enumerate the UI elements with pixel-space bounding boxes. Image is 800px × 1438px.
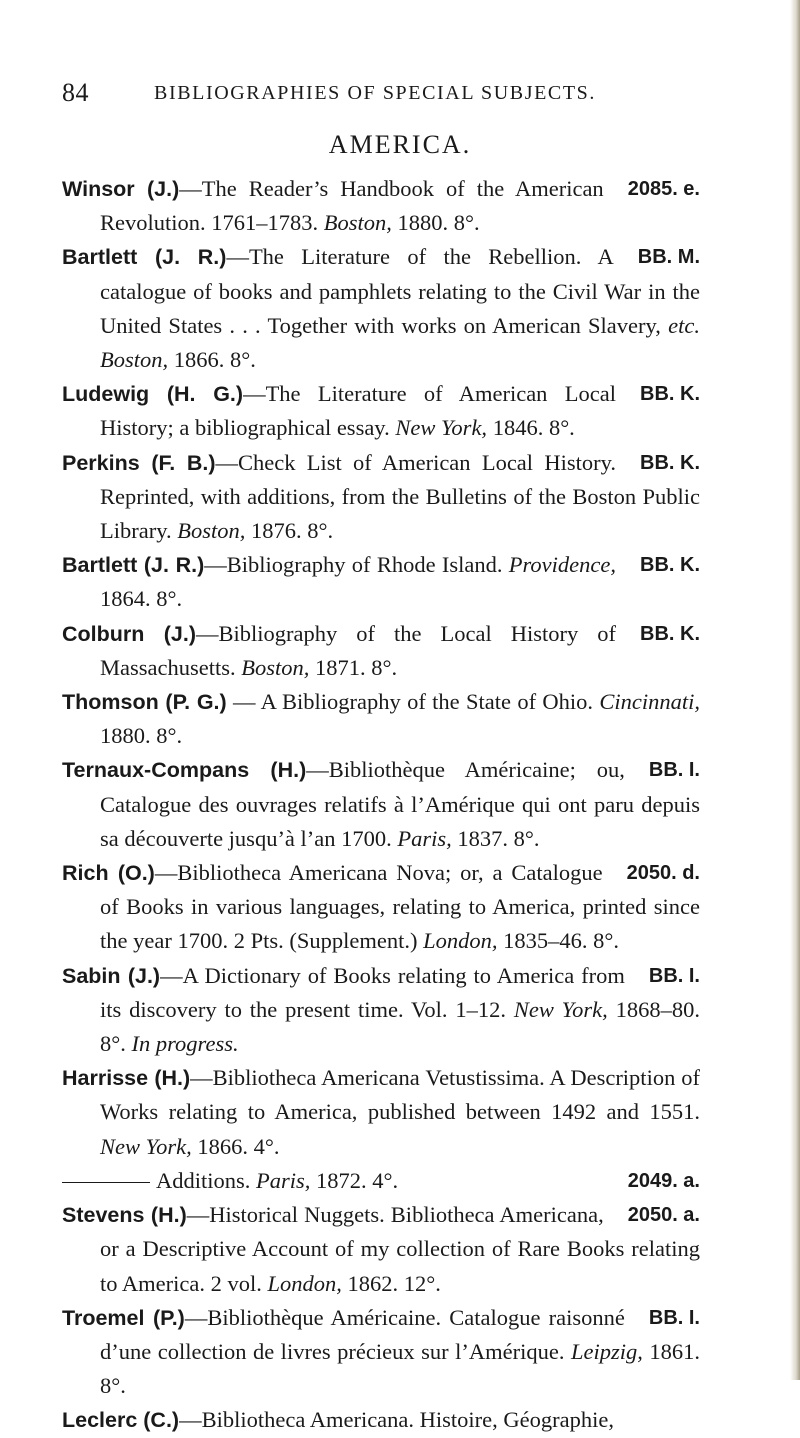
page-number: 84 xyxy=(62,78,89,107)
imprint-details: 1876. 8°. xyxy=(245,518,334,544)
author-name: Thomson (P. G.) xyxy=(62,690,227,715)
author-name: Bartlett (J. R.) xyxy=(62,553,205,578)
bibliography-entry xyxy=(62,548,700,616)
entry-title: —The Literature of American Local History; a bibliographical essay. xyxy=(100,381,616,441)
bibliography-list xyxy=(62,172,700,1438)
imprint-details: 1872. 4°. xyxy=(310,1167,399,1193)
running-head: BIBLIOGRAPHIES OF SPECIAL SUBJECTS. xyxy=(154,82,596,104)
shelf-mark: BB. K. xyxy=(640,383,700,406)
author-name: Winsor (J.) xyxy=(62,177,180,201)
entry-title: —The Reader’s Handbook of the American Revolution. 1761–1783. xyxy=(100,176,604,236)
bibliography-entry xyxy=(62,1403,700,1437)
bibliography-entry xyxy=(62,446,700,549)
bibliography-entry xyxy=(62,240,700,377)
imprint-details: 1871. 8°. xyxy=(309,654,398,680)
publication-place: Boston, xyxy=(241,654,310,680)
entry-title: —The Literature of the Rebellion. A catalogue of books and pamphlets relating to the Civil War in the United States . . . Together with works on American Slavery, xyxy=(100,244,700,338)
author-name: Leclerc (C.) xyxy=(62,1408,180,1433)
author-name: Ludewig (H. G.) xyxy=(62,382,244,407)
entry-title: Additions. xyxy=(156,1167,257,1193)
publication-place: New York, xyxy=(100,1133,192,1159)
shelf-mark: 2085. e. xyxy=(627,178,700,200)
publication-place: Cincinnati, xyxy=(599,689,700,715)
bibliography-entry xyxy=(62,1198,700,1301)
entry-title: —Bibliotheca Americana. Histoire, Géographie, xyxy=(179,1407,614,1433)
entry-title: —Bibliothèque Américaine; ou, Catalogue des ouvrages relatifs à l’Amérique qui ont paru depuis sa découverte jusqu’à l’an 1700. xyxy=(100,757,700,851)
ditto-rule xyxy=(62,1182,150,1183)
imprint-details: 1866. 4°. xyxy=(191,1133,280,1159)
author-name: Ternaux-Compans (H.) xyxy=(62,758,307,783)
imprint-details: 1866. 8°. xyxy=(168,347,256,373)
author-name: Troemel (P.) xyxy=(62,1305,185,1330)
bibliography-entry xyxy=(62,172,700,240)
bibliography-entry xyxy=(62,1061,700,1164)
entry-title: —Bibliography of the Local History of Massachusetts. xyxy=(100,620,616,680)
imprint-details: 1880. 8°. xyxy=(391,210,480,236)
bibliography-entry xyxy=(62,617,700,685)
imprint-details: 1862. 12°. xyxy=(341,1270,441,1296)
bibliography-entry xyxy=(62,1301,700,1404)
shelf-mark: BB. I. xyxy=(648,1306,700,1329)
publication-place: New York, xyxy=(395,415,488,441)
author-name: Colburn (J.) xyxy=(62,621,197,646)
publication-place: Providence, xyxy=(508,552,616,578)
publication-place: New York, xyxy=(513,996,608,1022)
entry-title: —Bibliotheca Americana Vetustissima. A Description of Works relating to America, published between 1492 and 1551. xyxy=(100,1065,700,1125)
publication-place: London, xyxy=(267,1270,342,1296)
publication-place: Paris, xyxy=(397,825,452,851)
shelf-mark: 2050. a. xyxy=(627,1204,700,1227)
shelf-mark: 2050. d. xyxy=(626,862,700,885)
section-title: AMERICA. xyxy=(328,130,472,159)
entry-title: —Bibliotheca Americana Nova; or, a Catalogue of Books in various languages, relating to America, printed since the year 1700. 2 Pts. (Supplement.) xyxy=(100,860,700,954)
shelf-mark: BB. I. xyxy=(648,964,700,987)
imprint-details: 1835–46. 8°. xyxy=(497,928,619,954)
publication-note: In progress. xyxy=(131,1031,239,1057)
shelf-mark: BB. K. xyxy=(640,622,700,645)
author-name: Rich (O.) xyxy=(62,861,155,886)
shelf-mark: BB. K. xyxy=(640,554,700,577)
shelf-mark: BB. I. xyxy=(648,759,700,782)
imprint-details: 1846. 8°. xyxy=(487,415,575,441)
author-name: Sabin (J.) xyxy=(62,963,161,988)
entry-title: —Bibliography of Rhode Island. xyxy=(204,552,509,578)
publication-place: Leipzig, xyxy=(570,1338,643,1364)
shelf-mark: BB. K. xyxy=(640,451,700,474)
author-name: Bartlett (J. R.) xyxy=(62,245,227,270)
bibliography-entry xyxy=(62,856,700,959)
bibliography-entry xyxy=(62,959,700,1062)
entry-title: — A Bibliography of the State of Ohio. xyxy=(226,689,600,715)
publication-place: London, xyxy=(423,928,498,954)
publication-place: Paris, xyxy=(256,1167,311,1193)
bibliography-entry xyxy=(62,1164,700,1198)
entry-title: —Historical Nuggets. Bibliotheca Americana, or a Descriptive Account of my collection of Rare Books relating to America. 2 vol. xyxy=(100,1202,700,1296)
page-header xyxy=(62,78,700,118)
shelf-mark: 2049. a. xyxy=(627,1169,700,1192)
shelf-mark: BB. M. xyxy=(637,246,700,269)
publication-place: etc. Boston, xyxy=(100,312,700,373)
imprint-details: 1837. 8°. xyxy=(451,825,540,851)
bibliography-entry xyxy=(62,377,700,445)
author-name: Perkins (F. B.) xyxy=(62,450,216,475)
publication-place: Boston, xyxy=(177,518,246,544)
entry-title: —Check List of American Local History. Reprinted, with additions, from the Bulletins of the Boston Public Library. xyxy=(100,449,700,544)
page-edge-shadow xyxy=(790,0,800,1380)
imprint-details: 1864. 8°. xyxy=(100,586,183,612)
entry-title: —A Dictionary of Books relating to America from its discovery to the present time. Vol. 1–12. xyxy=(100,962,625,1022)
imprint-details: 1861. 8°. xyxy=(100,1338,701,1399)
publication-place: Boston, xyxy=(323,210,392,236)
bibliography-entry xyxy=(62,685,700,753)
author-name: Stevens (H.) xyxy=(62,1203,187,1228)
author-name: Harrisse (H.) xyxy=(62,1066,191,1091)
entry-title: —Bibliothèque Américaine. Catalogue raisonné d’une collection de livres précieux sur l’Amérique. xyxy=(100,1304,625,1364)
bibliography-entry xyxy=(62,753,700,856)
imprint-details: 1880. 8°. xyxy=(100,723,183,749)
imprint-details: 1868–80. 8°. xyxy=(100,996,700,1057)
